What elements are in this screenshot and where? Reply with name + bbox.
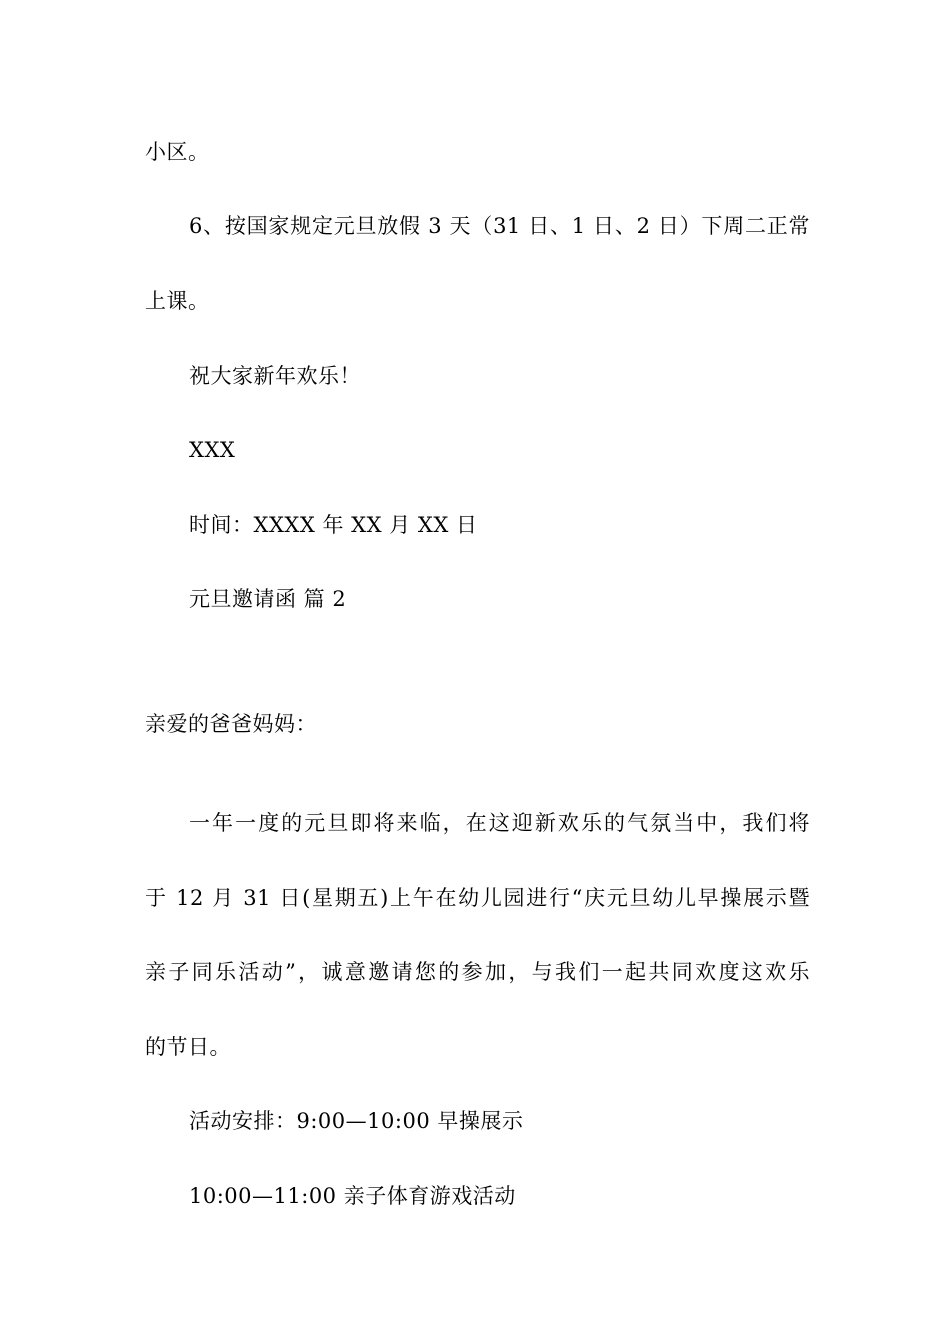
paragraph-line: 一年一度的元旦即将来临，在这迎新欢乐的气氛当中，我们将	[189, 811, 810, 835]
paragraph-line: 上课。	[145, 289, 210, 313]
paragraph-line: 小区。	[145, 140, 210, 164]
schedule-line: 活动安排：9:00—10:00 早操展示	[189, 1109, 524, 1133]
paragraph-line: 6、按国家规定元旦放假 3 天（31 日、1 日、2 日）下周二正常	[189, 214, 810, 238]
paragraph-line: 亲子同乐活动”，诚意邀请您的参加，与我们一起共同欢度这欢乐	[145, 960, 810, 984]
paragraph-line: 于 12 月 31 日(星期五)上午在幼儿园进行“庆元旦幼儿早操展示暨	[145, 886, 810, 910]
signature-line: XXX	[189, 438, 236, 462]
salutation-line: 亲爱的爸爸妈妈：	[145, 712, 317, 736]
date-line: 时间：XXXX 年 XX 月 XX 日	[189, 513, 478, 537]
paragraph-line: 的节日。	[145, 1035, 231, 1059]
paragraph-line: 祝大家新年欢乐！	[189, 364, 361, 388]
section-heading: 元旦邀请函 篇 2	[189, 587, 347, 611]
schedule-line: 10:00—11:00 亲子体育游戏活动	[189, 1184, 516, 1208]
